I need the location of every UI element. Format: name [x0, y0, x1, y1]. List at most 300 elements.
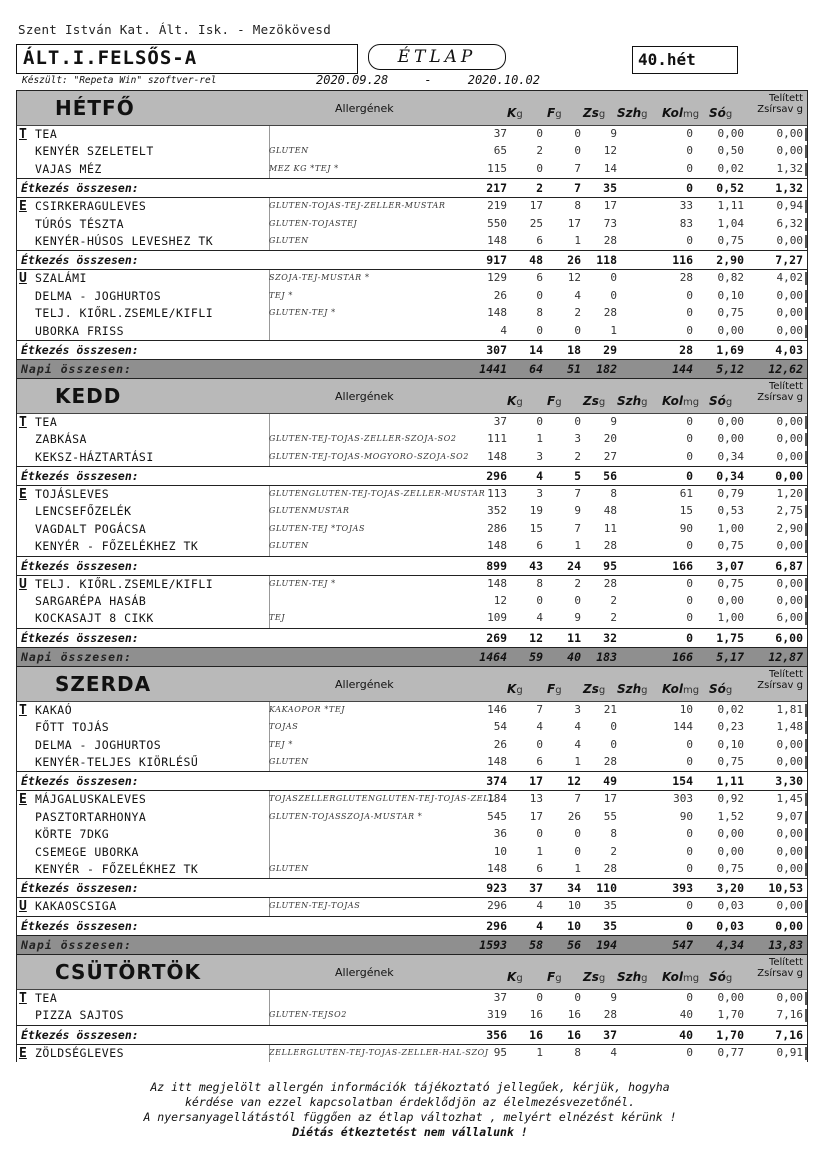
nutrient-value: 8	[610, 487, 617, 501]
saturated-fat-unit: Zsírsav g	[757, 391, 803, 403]
meal-total-value: 393	[672, 881, 693, 896]
food-row	[17, 323, 807, 340]
column-header-szh	[617, 106, 648, 120]
row-end-mark	[805, 900, 807, 913]
nutrient-value: 0,00	[776, 576, 803, 590]
nutrient-value: 0,00	[776, 432, 803, 446]
meal-total-value: 10,53	[768, 881, 803, 896]
nutrient-value: 148	[487, 539, 507, 553]
saturated-fat-label: Telített	[768, 380, 803, 392]
nutrient-value: 0,23	[717, 720, 744, 734]
nutrient-value: 0	[536, 737, 543, 751]
nutrient-value: 0,00	[776, 306, 803, 320]
nutrient-value: 11	[603, 521, 617, 535]
nutrient-value: 61	[679, 487, 693, 501]
nutrient-value: 0,00	[717, 827, 744, 841]
food-name: SZALÁMI	[35, 271, 87, 286]
nutrient-value: 3	[536, 487, 543, 501]
row-end-mark	[805, 739, 807, 752]
nutrient-value: 0,00	[776, 754, 803, 768]
food-allergens: ZELLERGLUTÉN-TEJ-TOJÁS-ZELLER-HAL-SZÓJ	[269, 1047, 489, 1057]
food-row	[17, 844, 807, 861]
day-header	[17, 90, 807, 126]
food-allergens: TEJ *	[269, 739, 293, 749]
nutrient-value: 90	[679, 521, 693, 535]
column-divider	[269, 990, 270, 1007]
row-end-mark	[805, 145, 807, 158]
column-header-kol-unit: mg	[683, 972, 700, 984]
nutrient-value: 0,00	[717, 127, 744, 140]
nutrient-value: 7	[574, 487, 581, 501]
nutrient-value: 27	[603, 449, 617, 463]
row-end-mark	[805, 992, 807, 1005]
nutrient-value: 15	[529, 521, 543, 535]
column-header-szh-unit: g	[641, 972, 648, 984]
meal-total-value: 10	[567, 918, 581, 933]
column-header-zs	[583, 970, 605, 984]
nutrient-value: 0	[536, 161, 543, 175]
food-name: KAKAOSCSIGA	[35, 899, 117, 914]
date-range	[316, 73, 540, 87]
row-end-mark	[805, 433, 807, 446]
column-header-so	[709, 970, 732, 984]
nutrient-value: 1	[574, 539, 581, 553]
meal-total-value: 1,70	[716, 1027, 744, 1042]
column-header-so-unit: g	[725, 684, 733, 696]
food-row	[17, 702, 807, 719]
food-name: TEA	[35, 990, 58, 1005]
nutrient-value: 7	[536, 702, 543, 716]
nutrient-value: 4	[574, 737, 581, 751]
nutrient-value: 0,00	[776, 990, 803, 1004]
meal-total-value: 28	[679, 342, 693, 357]
nutrient-value: 296	[487, 899, 507, 913]
food-allergens: GLUTÉN-TOJÁSSZÓJA-MUSTÁR *	[269, 811, 423, 821]
column-header-so-unit: g	[725, 972, 733, 984]
nutrient-value: 184	[487, 792, 507, 806]
meal-total-value: 6,00	[775, 630, 803, 645]
meal-code: T	[19, 990, 27, 1006]
nutrient-value: 0	[686, 127, 693, 140]
day-name: SZERDA	[55, 671, 152, 696]
nutrient-value: 109	[487, 611, 507, 625]
nutrient-value: 0	[536, 127, 543, 140]
column-header-k	[507, 106, 523, 120]
food-name: KENYÉR-HÚSOS LEVESHEZ TK	[35, 233, 214, 248]
nutrient-value: 8	[574, 199, 581, 213]
column-header-f	[547, 106, 562, 120]
nutrient-value: 4	[610, 1045, 617, 1059]
meal-total-label: Étkezés összesen:	[21, 918, 139, 933]
meal-total-value: 2,90	[716, 253, 744, 268]
meal-total-value: 374	[486, 774, 507, 789]
meal-total-row	[17, 340, 807, 360]
meal-total-value: 3,07	[716, 558, 744, 573]
nutrient-value: 28	[603, 539, 617, 553]
nutrient-value: 0,00	[776, 594, 803, 608]
daily-total-value: 183	[596, 649, 617, 664]
meal-total-value: 3,30	[775, 774, 803, 789]
food-row	[17, 610, 807, 627]
nutrient-value: 9	[574, 504, 581, 518]
date-to: 2020.10.02	[467, 73, 540, 87]
nutrient-value: 1,45	[776, 792, 803, 806]
nutrient-value: 4	[574, 288, 581, 302]
meal-total-value: 16	[529, 1027, 543, 1042]
meal-total-value: 35	[603, 181, 617, 196]
food-row	[17, 503, 807, 520]
food-row	[17, 898, 807, 915]
food-row	[17, 593, 807, 610]
meal-code: T	[19, 414, 27, 430]
nutrient-value: 0	[574, 990, 581, 1004]
food-name: TELJ. KIŐRL.ZSEMLE/KIFLI	[35, 576, 214, 591]
daily-total-value: 1464	[479, 649, 507, 664]
column-header-f-unit: g	[555, 396, 562, 408]
footer-notes	[60, 1080, 760, 1140]
meal-total-row	[17, 771, 807, 791]
column-divider	[269, 126, 270, 143]
nutrient-value: 0,00	[776, 144, 803, 158]
food-row	[17, 990, 807, 1007]
day-header	[17, 954, 807, 990]
daily-total-value: 40	[567, 649, 581, 664]
row-end-mark	[805, 218, 807, 231]
column-header-saturated-fat	[757, 93, 803, 115]
nutrient-value: 1,70	[717, 1008, 744, 1022]
nutrient-value: 1	[574, 861, 581, 875]
food-name: UBORKA FRISS	[35, 323, 125, 338]
food-name: KENYÉR SZELETELT	[35, 144, 154, 159]
meal-total-label: Étkezés összesen:	[21, 342, 139, 357]
nutrient-value: 545	[487, 809, 507, 823]
nutrient-value: 319	[487, 1008, 507, 1022]
nutrient-value: 0,75	[717, 861, 744, 875]
nutrient-value: 8	[574, 1045, 581, 1059]
class-box	[16, 44, 358, 74]
nutrient-value: 9	[610, 414, 617, 428]
food-row	[17, 270, 807, 287]
meal-total-value: 3,20	[716, 881, 744, 896]
column-header-zs-label: Zs	[583, 106, 599, 120]
allergen-header: Allergének	[335, 102, 394, 115]
column-header-so	[709, 394, 732, 408]
nutrient-value: 0,92	[717, 792, 744, 806]
footer-line: Az itt megjelölt allergén információk tájékoztató jellegűek, kérjük, hogyha	[150, 1080, 670, 1094]
daily-total-label: Napi összesen:	[21, 361, 132, 376]
nutrient-value: 0	[686, 449, 693, 463]
column-header-f-unit: g	[555, 109, 562, 120]
column-header-zs	[583, 394, 605, 408]
nutrient-value: 4	[536, 611, 543, 625]
nutrient-value: 35	[603, 899, 617, 913]
nutrient-value: 0	[610, 720, 617, 734]
meal-total-value: 56	[603, 469, 617, 484]
nutrient-value: 0	[686, 288, 693, 302]
meal-total-value: 32	[603, 630, 617, 645]
meal-total-value: 0,34	[716, 469, 744, 484]
row-end-mark	[805, 811, 807, 824]
food-name: KENYÉR - FŐZELÉKHEZ TK	[35, 861, 199, 876]
nutrient-value: 0,00	[776, 539, 803, 553]
nutrient-value: 26	[493, 288, 507, 302]
meal-total-value: 18	[567, 342, 581, 357]
nutrient-value: 6	[536, 754, 543, 768]
row-end-mark	[805, 416, 807, 429]
nutrient-value: 2	[610, 594, 617, 608]
nutrient-value: 7	[574, 521, 581, 535]
meal-code: U	[19, 899, 27, 915]
day-name: KEDD	[55, 383, 122, 408]
nutrient-value: 0,10	[717, 737, 744, 751]
food-row	[17, 538, 807, 555]
nutrient-value: 73	[603, 216, 617, 230]
nutrient-value: 15	[679, 504, 693, 518]
meal-total-value: 26	[567, 253, 581, 268]
meal-total-value: 296	[486, 469, 507, 484]
food-allergens: KAKAOPOR *TEJ	[269, 704, 346, 714]
food-row	[17, 449, 807, 466]
nutrient-value: 1,11	[717, 199, 744, 213]
meal-code: E	[19, 487, 27, 503]
food-name: MÁJGALUSKALEVES	[35, 792, 147, 807]
nutrient-value: 37	[493, 414, 507, 428]
meal-total-row	[17, 878, 807, 898]
row-end-mark	[805, 595, 807, 608]
row-end-mark	[805, 307, 807, 320]
row-end-mark	[805, 272, 807, 285]
nutrient-value: 0,75	[717, 233, 744, 247]
nutrient-value: 0	[686, 827, 693, 841]
column-header-kol-unit: mg	[683, 396, 700, 408]
nutrient-value: 0,00	[717, 844, 744, 858]
food-allergens: GLUTÉNGLUTÉN-TEJ-TOJÁS-ZELLER-MUSTÁR	[269, 489, 486, 499]
nutrient-value: 0,00	[717, 594, 744, 608]
nutrient-value: 0	[686, 844, 693, 858]
food-name: FŐTT TOJÁS	[35, 720, 110, 735]
food-name: TEA	[35, 127, 58, 141]
week-number: 40.hét	[638, 50, 696, 69]
food-name: DELMA - JOGHURTOS	[35, 288, 162, 303]
food-allergens: MEZ KG *TEJ *	[269, 163, 339, 173]
nutrient-value: 0	[686, 899, 693, 913]
food-name: LENCSEFŐZELÉK	[35, 504, 132, 519]
column-header-kol-label: Kol	[662, 393, 683, 408]
meal-total-value: 217	[486, 181, 507, 196]
meal-total-label: Étkezés összesen:	[21, 181, 139, 196]
nutrient-value: 0	[574, 414, 581, 428]
food-name: PASZTORTARHONYA	[35, 809, 147, 824]
column-header-f	[547, 682, 562, 696]
food-name: VAJAS MÉZ	[35, 161, 102, 176]
nutrient-value: 1	[574, 233, 581, 247]
nutrient-value: 0	[686, 161, 693, 175]
nutrient-value: 3	[574, 432, 581, 446]
daily-total-value: 12,62	[768, 361, 803, 376]
nutrient-value: 0	[686, 539, 693, 553]
saturated-fat-unit: Zsírsav g	[757, 679, 803, 691]
meal-total-value: 0	[686, 630, 693, 645]
column-divider	[269, 593, 270, 610]
column-header-so-label: Só	[709, 106, 726, 120]
food-name: KEKSZ-HÁZTARTÁSI	[35, 449, 154, 464]
meal-total-value: 4	[536, 469, 543, 484]
nutrient-value: 0	[574, 844, 581, 858]
row-end-mark	[805, 488, 807, 501]
food-name: TEA	[35, 414, 58, 429]
nutrient-value: 1,52	[717, 809, 744, 823]
food-name: SARGARÉPA HASÁB	[35, 594, 147, 609]
column-header-k	[507, 394, 523, 408]
meal-total-value: 95	[603, 558, 617, 573]
nutrient-value: 0,77	[717, 1045, 744, 1059]
nutrient-value: 8	[536, 306, 543, 320]
column-header-f-unit: g	[555, 972, 562, 984]
nutrient-value: 9	[574, 611, 581, 625]
meal-total-value: 12	[529, 630, 543, 645]
nutrient-value: 0	[686, 737, 693, 751]
meal-code: E	[19, 792, 27, 808]
nutrient-value: 286	[487, 521, 507, 535]
meal-total-value: 1,69	[716, 342, 744, 357]
nutrient-value: 0,02	[717, 702, 744, 716]
column-header-zs-unit: g	[598, 109, 606, 120]
nutrient-value: 0	[610, 288, 617, 302]
daily-total-value: 5,12	[716, 361, 744, 376]
date-from: 2020.09.28	[316, 73, 389, 87]
nutrient-value: 0	[536, 594, 543, 608]
nutrient-value: 146	[487, 702, 507, 716]
daily-total-value: 166	[672, 649, 693, 664]
food-name: CSIRKERAGULEVES	[35, 199, 147, 214]
nutrient-value: 9,07	[776, 809, 803, 823]
nutrient-value: 1,32	[776, 161, 803, 175]
meal-total-value: 296	[486, 918, 507, 933]
food-allergens: GLUTÉN	[269, 235, 309, 245]
daily-total-value: 144	[672, 361, 693, 376]
food-allergens: TEJ *	[269, 290, 293, 300]
column-header-szh-label: Szh	[617, 969, 642, 984]
meal-total-value: 917	[486, 253, 507, 268]
nutrient-value: 83	[679, 216, 693, 230]
nutrient-value: 0	[686, 1045, 693, 1059]
nutrient-value: 13	[529, 792, 543, 806]
meal-total-value: 48	[529, 253, 543, 268]
meal-total-value: 2	[536, 181, 543, 196]
column-header-zs	[583, 106, 605, 120]
nutrient-value: 14	[603, 161, 617, 175]
meal-code: T	[19, 702, 27, 718]
row-end-mark	[805, 200, 807, 213]
meal-total-label: Étkezés összesen:	[21, 253, 139, 268]
meal-total-value: 7,27	[775, 253, 803, 268]
nutrient-value: 0	[574, 144, 581, 158]
nutrient-value: 0,00	[776, 737, 803, 751]
row-end-mark	[805, 325, 807, 338]
column-header-kol	[662, 970, 699, 984]
food-row	[17, 126, 807, 143]
meal-total-value: 0,03	[716, 918, 744, 933]
food-row	[17, 521, 807, 538]
meal-total-row	[17, 916, 807, 936]
column-header-szh-label: Szh	[617, 393, 642, 408]
food-allergens: GLUTÉN-TOJÁS-TEJ-ZELLER-MUSTÁR	[269, 201, 446, 211]
column-header-kol	[662, 106, 699, 120]
food-name: KOCKASAJT 8 CIKK	[35, 611, 154, 626]
nutrient-value: 20	[603, 432, 617, 446]
nutrient-value: 0	[686, 576, 693, 590]
meal-total-row	[17, 466, 807, 486]
food-name: TELJ. KIŐRL.ZSEMLE/KIFLI	[35, 306, 214, 321]
daily-total-value: 4,34	[716, 937, 744, 952]
column-header-szh-label: Szh	[617, 681, 642, 696]
nutrient-value: 0,91	[776, 1045, 803, 1059]
meal-total-value: 0	[686, 918, 693, 933]
column-header-zs-unit: g	[598, 972, 606, 984]
column-header-so-label: Só	[709, 393, 726, 408]
meal-total-value: 14	[529, 342, 543, 357]
food-name: TOJÁSLEVES	[35, 487, 110, 502]
meal-total-row	[17, 556, 807, 576]
nutrient-value: 0,53	[717, 504, 744, 518]
column-header-so-label: Só	[709, 681, 726, 696]
nutrient-value: 1,04	[717, 216, 744, 230]
daily-total-value: 59	[529, 649, 543, 664]
food-row	[17, 198, 807, 215]
nutrient-value: 6,32	[776, 216, 803, 230]
row-end-mark	[805, 863, 807, 876]
column-header-so	[709, 682, 732, 696]
daily-total-row	[17, 648, 807, 666]
nutrient-value: 0	[536, 323, 543, 337]
daily-total-row	[17, 360, 807, 378]
nutrient-value: 28	[603, 1008, 617, 1022]
footer-line: kérdése van ezzel kapcsolatban érdeklődjön az élelmezésvezetőnél.	[184, 1095, 636, 1109]
nutrient-value: 4	[536, 899, 543, 913]
row-end-mark	[805, 756, 807, 769]
food-allergens: GLUTÉN-TOJÁSTEJ	[269, 218, 358, 228]
column-header-kol-label: Kol	[662, 681, 683, 696]
daily-total-value: 5,17	[716, 649, 744, 664]
food-row	[17, 809, 807, 826]
meal-total-label: Étkezés összesen:	[21, 469, 139, 484]
nutrient-value: 9	[610, 127, 617, 140]
food-row	[17, 576, 807, 593]
nutrient-value: 0,02	[717, 161, 744, 175]
food-name: KÖRTE 7DKG	[35, 827, 110, 842]
nutrient-value: 28	[603, 754, 617, 768]
nutrient-value: 1	[536, 844, 543, 858]
date-sep: -	[424, 73, 432, 87]
nutrient-value: 0,79	[717, 487, 744, 501]
nutrient-value: 9	[610, 990, 617, 1004]
nutrient-value: 111	[487, 432, 507, 446]
column-header-kol	[662, 682, 699, 696]
meal-total-value: 110	[596, 881, 617, 896]
food-allergens: TOJÁS	[269, 722, 299, 732]
nutrient-value: 1,00	[717, 611, 744, 625]
food-allergens: GLUTÉN-TEJ *	[269, 308, 336, 318]
nutrient-value: 95	[493, 1045, 507, 1059]
nutrient-value: 8	[610, 827, 617, 841]
nutrient-value: 2,75	[776, 504, 803, 518]
daily-total-value: 58	[529, 937, 543, 952]
nutrient-value: 28	[603, 233, 617, 247]
daily-total-label: Napi összesen:	[21, 649, 132, 664]
meal-code: T	[19, 127, 27, 142]
food-allergens: TOJÁSZELLERGLUTÉNGLUTÉN-TEJ-TOJÁS-ZELL	[269, 794, 495, 804]
column-header-saturated-fat	[757, 669, 803, 691]
